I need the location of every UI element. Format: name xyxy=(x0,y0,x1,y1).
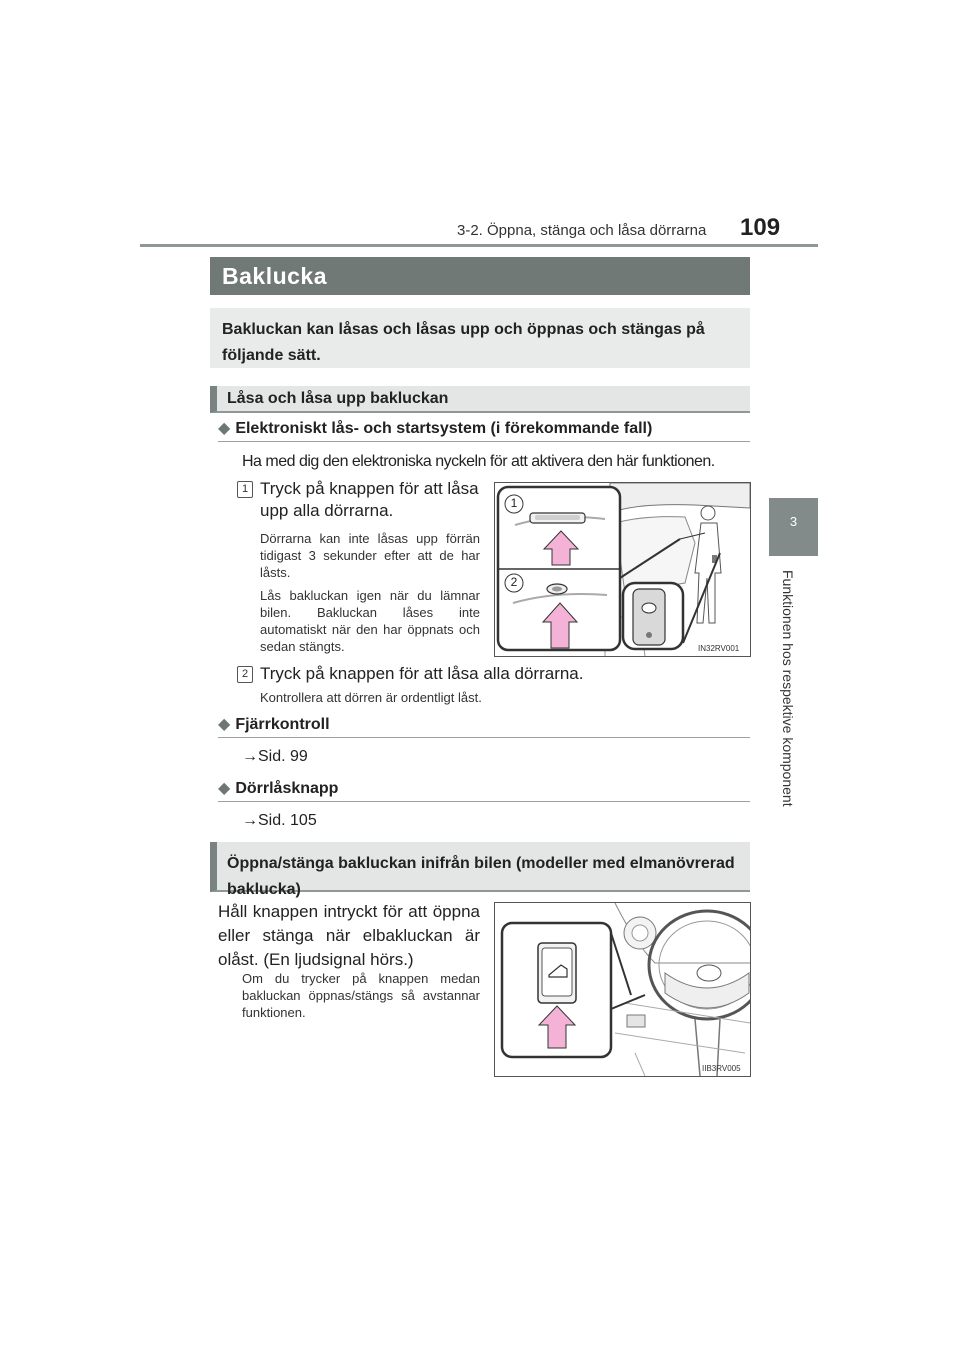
figure-power-tailgate-switch xyxy=(494,902,751,1077)
figure-label-2: 2 xyxy=(510,575,518,589)
chapter-number: 3 xyxy=(789,514,798,529)
subsection-heading-text: Elektroniskt lås- och startsystem (i förekommande fall) xyxy=(235,420,653,437)
step-number-1: 1 xyxy=(237,481,253,498)
dashboard-illustration xyxy=(495,903,750,1076)
subsection-heading-text: Fjärrkontroll xyxy=(235,716,330,733)
figure-label-1: 1 xyxy=(510,496,518,510)
diamond-icon: ◆ xyxy=(218,716,231,733)
tailgate-illustration xyxy=(495,483,750,656)
subsection-heading-remote xyxy=(218,714,750,738)
figure-code: IN32RV001 xyxy=(698,644,740,653)
figure-code: IIB3RV005 xyxy=(702,1064,741,1073)
section-heading-lock-unlock: Låsa och låsa upp bakluckan xyxy=(210,386,750,413)
subsection-heading-text: Dörrlåsknapp xyxy=(235,780,339,797)
step-1-text: Tryck på knappen för att låsa upp alla dörrarna. xyxy=(260,479,479,520)
figure-tailgate-buttons xyxy=(494,482,751,657)
smart-key-body: Ha med dig den elektroniska nyckeln för att aktivera den här funktionen. xyxy=(242,453,715,470)
power-tailgate-text: Håll knappen intryckt för att öppna eller stänga när elbakluckan är olåst. (En ljudsignal hörs.) xyxy=(218,902,480,969)
power-tailgate-note: Om du trycker på knappen medan bakluckan öppnas/stängs så avstannar funktionen. xyxy=(242,971,480,1020)
diamond-icon: ◆ xyxy=(218,780,231,797)
page-number: 109 xyxy=(740,214,781,241)
diamond-icon: ◆ xyxy=(218,420,231,437)
step-1-note-1: Dörrarna kan inte låsas upp förrän tidigast 3 sekunder efter att de har låsts. xyxy=(260,531,480,580)
chapter-title: Funktionen hos respektive komponent xyxy=(780,570,796,807)
page-title: Baklucka xyxy=(210,257,750,295)
subsection-heading-door-lock-switch xyxy=(218,778,750,802)
step-1-note-2: Lås bakluckan igen när du lämnar bilen. Bakluckan låses inte automatiskt när den har öppnats och sedan stängts. xyxy=(260,588,480,654)
section-label: 3-2. Öppna, stänga och låsa dörrarna xyxy=(457,222,707,239)
step-2-note: Kontrollera att dörren är ordentligt låst. xyxy=(260,690,482,705)
remote-page-ref[interactable]: →Sid. 99 xyxy=(242,748,308,765)
step-2-text: Tryck på knappen för att låsa alla dörrarna. xyxy=(260,664,584,683)
step-number-2: 2 xyxy=(237,666,253,683)
section-heading-power-tailgate: Öppna/stänga bakluckan inifrån bilen (modeller med elmanövrerad baklucka) xyxy=(210,842,750,892)
door-lock-page-ref[interactable]: →Sid. 105 xyxy=(242,812,317,829)
intro-text: Bakluckan kan låsas och låsas upp och öppnas och stängas på följande sätt. xyxy=(210,308,750,368)
header-rule xyxy=(140,244,818,247)
subsection-heading-smart-key xyxy=(218,418,750,442)
